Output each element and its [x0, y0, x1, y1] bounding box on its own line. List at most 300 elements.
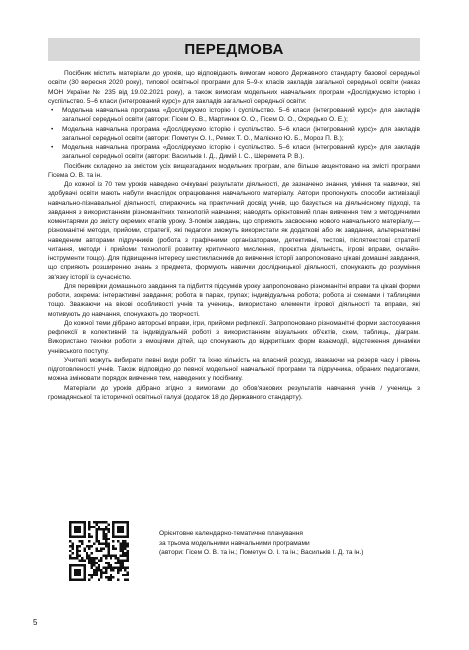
qr-module — [93, 557, 95, 559]
qr-module — [79, 521, 81, 523]
qr-module — [95, 538, 97, 540]
qr-module — [83, 574, 85, 576]
qr-module — [83, 579, 85, 581]
qr-module — [71, 543, 73, 545]
qr-module — [103, 538, 105, 540]
qr-module — [100, 559, 102, 561]
qr-module — [95, 567, 97, 569]
qr-module — [110, 579, 112, 581]
qr-module — [100, 576, 102, 578]
qr-module — [115, 567, 117, 569]
qr-module — [83, 531, 85, 533]
qr-module — [88, 559, 90, 561]
qr-module — [81, 564, 83, 566]
caption-line: за трьома модельними навчальними програмами — [159, 539, 310, 547]
qr-module — [83, 547, 85, 549]
page-number: 5 — [33, 618, 38, 627]
qr-module — [119, 526, 121, 528]
qr-module — [122, 535, 124, 537]
qr-module — [69, 540, 71, 542]
qr-module — [76, 571, 78, 573]
qr-module — [79, 569, 81, 571]
qr-module — [117, 571, 119, 573]
qr-module — [76, 557, 78, 559]
qr-module — [115, 547, 117, 549]
qr-module — [105, 557, 107, 559]
qr-module — [81, 543, 83, 545]
qr-module — [79, 579, 81, 581]
qr-module — [79, 531, 81, 533]
qr-module — [81, 557, 83, 559]
qr-module — [117, 557, 119, 559]
qr-module — [122, 547, 124, 549]
qr-module — [124, 521, 126, 523]
qr-module — [100, 521, 102, 523]
qr-module — [81, 521, 83, 523]
qr-module — [76, 547, 78, 549]
qr-module — [103, 535, 105, 537]
qr-module — [95, 571, 97, 573]
qr-module — [119, 550, 121, 552]
qr-module — [115, 562, 117, 564]
qr-module — [127, 521, 129, 523]
qr-module — [69, 564, 71, 566]
qr-module — [76, 569, 78, 571]
qr-module — [117, 559, 119, 561]
qr-module — [83, 526, 85, 528]
qr-module — [105, 567, 107, 569]
qr-module — [76, 531, 78, 533]
qr-module — [95, 574, 97, 576]
body-paragraph: Для перевірки домашнього завдання та підбиття підсумків уроку запропоновано різноманітні вправи та цікаві форми роботи, зокрема: інтерактивні завдання; робота в парах, групах; індивідуальна робота; робота зі схемами і таблицями тощо. Зважаючи на вікові особливості учнів та учениць, використано елементи ігрової діяльності та вправи, які мотивують до навчання, спонукають до творчості. — [48, 282, 420, 318]
qr-module — [112, 547, 114, 549]
qr-module — [95, 562, 97, 564]
qr-module — [98, 567, 100, 569]
qr-module — [95, 533, 97, 535]
qr-module — [69, 533, 71, 535]
qr-module — [79, 540, 81, 542]
qr-module — [100, 547, 102, 549]
qr-module — [127, 526, 129, 528]
qr-module — [112, 533, 114, 535]
qr-module — [69, 523, 71, 525]
qr-module — [83, 533, 85, 535]
qr-module — [86, 545, 88, 547]
qr-module — [107, 579, 109, 581]
qr-module — [86, 555, 88, 557]
qr-module — [74, 574, 76, 576]
qr-module — [112, 535, 114, 537]
qr-module — [122, 559, 124, 561]
qr-module — [95, 528, 97, 530]
qr-module — [79, 550, 81, 552]
qr-module — [76, 535, 78, 537]
qr-module — [124, 545, 126, 547]
qr-module — [83, 576, 85, 578]
qr-module — [93, 569, 95, 571]
qr-module — [122, 555, 124, 557]
qr-module — [110, 567, 112, 569]
qr-module — [91, 567, 93, 569]
qr-module — [105, 569, 107, 571]
qr-module — [91, 526, 93, 528]
qr-module — [81, 559, 83, 561]
qr-module — [76, 545, 78, 547]
qr-module — [71, 557, 73, 559]
qr-module — [112, 576, 114, 578]
qr-module — [122, 574, 124, 576]
qr-module — [79, 555, 81, 557]
qr-module — [69, 531, 71, 533]
qr-module — [124, 540, 126, 542]
qr-module — [88, 574, 90, 576]
qr-module — [127, 535, 129, 537]
qr-module — [76, 550, 78, 552]
qr-module — [71, 552, 73, 554]
page-title: ПЕРЕДМОВА — [184, 41, 284, 58]
body-paragraph: Посібник складено за змістом усіх вищезгаданих модельних програм, але більше акцентовано на змісті програми Гісема О. В. та ін. — [48, 162, 420, 179]
qr-module — [100, 550, 102, 552]
qr-module — [88, 547, 90, 549]
qr-module — [83, 564, 85, 566]
qr-module — [119, 562, 121, 564]
qr-module — [127, 550, 129, 552]
qr-module — [81, 535, 83, 537]
body-paragraph: До кожної теми дібрано авторські вправи, ігри, прийоми рефлексії. Запропоновано різноманітні форми застосування рефлексії в колективній та індивідуальній роботі з використанням візуальних об'єктів, схем, таблиць, діаграм. Використано техніки роботи з емоціями дітей, що спонукають до відкритіших форм взаємодії, відстеження динаміки учнівського поступу. — [48, 319, 420, 355]
qr-module — [127, 555, 129, 557]
qr-module — [127, 533, 129, 535]
qr-module — [124, 574, 126, 576]
qr-module — [127, 528, 129, 530]
qr-module — [105, 545, 107, 547]
qr-module — [76, 564, 78, 566]
qr-module — [88, 526, 90, 528]
program-item: • Модельна навчальна програма «Досліджуємо історію і суспільство. 5–6 класи (інтегрований курс)» для закладів загальної середньої освіти (автори: Гісем О. В., Мартинюк О. О., Гісем О. О., Охредько О. Е.); — [62, 106, 420, 125]
qr-module — [74, 579, 76, 581]
qr-module — [88, 533, 90, 535]
qr-module — [71, 564, 73, 566]
qr-module — [107, 528, 109, 530]
qr-module — [98, 521, 100, 523]
qr-module — [79, 545, 81, 547]
qr-module — [119, 559, 121, 561]
qr-module — [103, 543, 105, 545]
qr-module — [119, 521, 121, 523]
qr-module — [74, 531, 76, 533]
qr-module — [98, 569, 100, 571]
qr-module — [74, 571, 76, 573]
qr-module — [93, 574, 95, 576]
program-list — [48, 106, 420, 162]
caption-line: (автори: Гісем О. В. та ін.; Пометун О. І. та ін.; Васильків І. Д. та ін.) — [159, 549, 364, 556]
qr-module — [105, 533, 107, 535]
qr-module — [124, 535, 126, 537]
qr-module — [119, 547, 121, 549]
qr-module — [91, 552, 93, 554]
qr-module — [74, 535, 76, 537]
qr-module — [86, 552, 88, 554]
qr-module — [112, 555, 114, 557]
qr-module — [98, 543, 100, 545]
qr-module — [98, 528, 100, 530]
qr-module — [112, 545, 114, 547]
qr-module — [105, 526, 107, 528]
qr-module — [88, 521, 90, 523]
qr-module — [74, 521, 76, 523]
qr-module — [117, 579, 119, 581]
qr-module — [117, 531, 119, 533]
qr-module — [107, 545, 109, 547]
qr-module — [117, 562, 119, 564]
qr-code-icon[interactable] — [69, 521, 129, 581]
qr-module — [69, 579, 71, 581]
qr-module — [117, 567, 119, 569]
qr-module — [76, 555, 78, 557]
qr-module — [95, 557, 97, 559]
qr-module — [119, 528, 121, 530]
qr-module — [127, 579, 129, 581]
qr-module — [71, 579, 73, 581]
qr-module — [79, 564, 81, 566]
qr-module — [117, 535, 119, 537]
qr-module — [95, 540, 97, 542]
qr-module — [122, 545, 124, 547]
qr-module — [69, 571, 71, 573]
qr-module — [83, 535, 85, 537]
qr-module — [100, 571, 102, 573]
qr-module — [81, 540, 83, 542]
qr-module — [81, 579, 83, 581]
qr-module — [69, 574, 71, 576]
qr-module — [69, 545, 71, 547]
qr-module — [124, 555, 126, 557]
qr-module — [83, 521, 85, 523]
qr-module — [91, 559, 93, 561]
body-paragraph: Учителі можуть вибирати певні види робіт та їхню кількість на власний розсуд, зважаючи на резерв часу і рівень підготовленості учнів. Також відповідно до певної модельної навчальної програми та підручника, обраних педагогами, можна змінювати порядок вивчення тем, наведених у посібнику. — [48, 356, 420, 383]
qr-module — [93, 526, 95, 528]
qr-module — [122, 552, 124, 554]
qr-module — [98, 579, 100, 581]
qr-module — [74, 564, 76, 566]
qr-module — [110, 574, 112, 576]
qr-module — [124, 579, 126, 581]
qr-module — [107, 523, 109, 525]
qr-module — [117, 526, 119, 528]
qr-module — [71, 535, 73, 537]
qr-module — [76, 574, 78, 576]
qr-module — [124, 543, 126, 545]
qr-module — [71, 521, 73, 523]
qr-module — [98, 559, 100, 561]
qr-module — [69, 528, 71, 530]
qr-module — [112, 569, 114, 571]
qr-module — [127, 552, 129, 554]
qr-module — [95, 523, 97, 525]
qr-module — [122, 526, 124, 528]
body-paragraph: Матеріали до уроків дібрано згідно з вимогами до обов'язкових результатів навчання учнів / учениць з громадянської та історичної освітньої галузі (додаток 18 до Державного стандарту). — [48, 384, 420, 401]
qr-module — [127, 559, 129, 561]
qr-module — [69, 526, 71, 528]
qr-module — [93, 564, 95, 566]
qr-module — [124, 559, 126, 561]
qr-module — [112, 567, 114, 569]
qr-module — [69, 555, 71, 557]
planning-caption — [159, 529, 419, 558]
qr-module — [79, 571, 81, 573]
qr-module — [124, 569, 126, 571]
qr-module — [103, 533, 105, 535]
qr-module — [69, 569, 71, 571]
qr-module — [86, 557, 88, 559]
qr-module — [100, 569, 102, 571]
qr-module — [124, 547, 126, 549]
qr-module — [127, 531, 129, 533]
qr-module — [69, 550, 71, 552]
qr-module — [127, 571, 129, 573]
qr-module — [98, 550, 100, 552]
qr-module — [110, 555, 112, 557]
qr-module — [107, 576, 109, 578]
qr-module — [69, 535, 71, 537]
qr-module — [112, 523, 114, 525]
qr-module — [88, 555, 90, 557]
qr-module — [74, 528, 76, 530]
qr-module — [88, 562, 90, 564]
caption-line: Орієнтовне календарно-тематичне планування — [159, 530, 303, 537]
qr-module — [107, 547, 109, 549]
qr-module — [76, 552, 78, 554]
qr-module — [71, 547, 73, 549]
qr-module — [127, 523, 129, 525]
qr-module — [115, 521, 117, 523]
qr-module — [74, 526, 76, 528]
qr-module — [95, 521, 97, 523]
qr-module — [127, 557, 129, 559]
qr-module — [98, 540, 100, 542]
intro-paragraph: Посібник містить матеріали до уроків, що відповідають вимогам нового Державного стандарту базової середньої освіти (30 вересня 2020 року), типової освітньої програми для 5–9-х класів закладів загальної середньої освіти (наказ МОН України № 235 від 19.02.2021 року), а також вимогам модельних навчальних програм «Досліджуємо історію і суспільство. 5–6 класи (інтегрований курс)» для закладів загальної середньої освіти: — [48, 70, 420, 105]
qr-module — [105, 521, 107, 523]
qr-module — [107, 555, 109, 557]
qr-module — [105, 535, 107, 537]
qr-module — [91, 574, 93, 576]
qr-module — [105, 543, 107, 545]
body-paragraph: До кожної із 70 тем уроків наведено очікувані результати діяльності, де зазначено знання, уміння та навички, які здобувачі освіти мають набути внаслідок опрацювання навчального матеріалу. Автори пропонують способи активізації навчально-пізнавальної діяльності, спираючись на практичний досвід учнів, що базується на діяльнісному підході, та завдання з використанням різноманітних технологій навчання; наводять орієнтовний план вивчення тем з методичними коментарями до змісту окремих етапів уроку. З-поміж завдань, що сприяють засвоєнню нового навчального матеріалу,— різноманітні методи, прийоми, стратегії, які педагоги зможуть використати як додаткові або як завдання, альтернативні наведеним авторами підручників (робота з графічними організаторами, детективні, тестові, післятекстові стратегії читання, методи і прийоми технології розвитку критичного мислення, проєктна діяльність, ігрові вправи, онлайн-інструменти тощо). Для підвищення інтересу шестикласників до вивчення історії запропоновано цікаві домашні завдання, що сприяють розширенню знань з предмета, формують навички дослідницької діяльності, спонукають до розуміння зв'язку історії із сучасністю. — [48, 181, 420, 281]
qr-module — [119, 543, 121, 545]
qr-module — [100, 574, 102, 576]
qr-module — [103, 567, 105, 569]
qr-code-graphic — [69, 521, 129, 581]
qr-module — [91, 576, 93, 578]
qr-module — [91, 557, 93, 559]
qr-module — [107, 550, 109, 552]
qr-module — [127, 574, 129, 576]
qr-module — [91, 545, 93, 547]
qr-module — [69, 576, 71, 578]
qr-module — [105, 555, 107, 557]
qr-module — [93, 543, 95, 545]
qr-module — [83, 559, 85, 561]
qr-module — [83, 567, 85, 569]
qr-module — [95, 569, 97, 571]
qr-module — [119, 555, 121, 557]
qr-module — [107, 543, 109, 545]
qr-module — [107, 552, 109, 554]
qr-module — [91, 564, 93, 566]
qr-module — [122, 567, 124, 569]
qr-module — [95, 535, 97, 537]
qr-module — [95, 547, 97, 549]
qr-module — [115, 557, 117, 559]
qr-module — [71, 545, 73, 547]
qr-module — [124, 552, 126, 554]
qr-module — [105, 528, 107, 530]
qr-module — [117, 521, 119, 523]
qr-module — [88, 535, 90, 537]
qr-module — [105, 576, 107, 578]
qr-module — [124, 567, 126, 569]
qr-module — [76, 528, 78, 530]
qr-module — [69, 521, 71, 523]
qr-module — [76, 526, 78, 528]
qr-module — [95, 550, 97, 552]
qr-module — [93, 559, 95, 561]
qr-module — [93, 562, 95, 564]
qr-module — [95, 531, 97, 533]
qr-module — [122, 540, 124, 542]
qr-module — [83, 569, 85, 571]
heading-banner — [48, 38, 420, 61]
qr-module — [117, 540, 119, 542]
qr-module — [88, 579, 90, 581]
qr-module — [83, 550, 85, 552]
qr-module — [79, 528, 81, 530]
qr-module — [122, 528, 124, 530]
qr-module — [98, 526, 100, 528]
program-item: • Модельна навчальна програма «Досліджуємо історію і суспільство. 5–6 класи (інтегрований курс)» для закладів загальної середньої освіти (автори: Пометун О. І., Ремех Т. О., Малієнко Ю. Б., Мороз П. В.); — [62, 125, 420, 144]
qr-module — [103, 528, 105, 530]
qr-module — [115, 535, 117, 537]
qr-module — [122, 550, 124, 552]
qr-module — [100, 557, 102, 559]
qr-module — [79, 559, 81, 561]
qr-module — [103, 521, 105, 523]
qr-module — [110, 569, 112, 571]
qr-module — [88, 545, 90, 547]
program-item: • Модельна навчальна програма «Досліджуємо історію і суспільство. 5–6 класи (інтегрований курс)» для закладів загальної середньої освіти (автори: Васильків І. Д., Димій І. С., Шеремета Р. В.). — [62, 143, 420, 162]
qr-module — [76, 521, 78, 523]
qr-module — [119, 569, 121, 571]
qr-module — [119, 545, 121, 547]
qr-module — [127, 543, 129, 545]
qr-module — [69, 557, 71, 559]
qr-module — [100, 528, 102, 530]
qr-module — [98, 564, 100, 566]
qr-module — [112, 528, 114, 530]
qr-module — [74, 557, 76, 559]
qr-module — [119, 564, 121, 566]
qr-module — [103, 547, 105, 549]
qr-module — [119, 535, 121, 537]
qr-module — [112, 540, 114, 542]
qr-module — [115, 555, 117, 557]
qr-module — [119, 567, 121, 569]
qr-module — [105, 540, 107, 542]
qr-module — [93, 571, 95, 573]
qr-module — [88, 540, 90, 542]
qr-module — [88, 557, 90, 559]
foreword-body — [48, 69, 420, 402]
qr-module — [83, 523, 85, 525]
